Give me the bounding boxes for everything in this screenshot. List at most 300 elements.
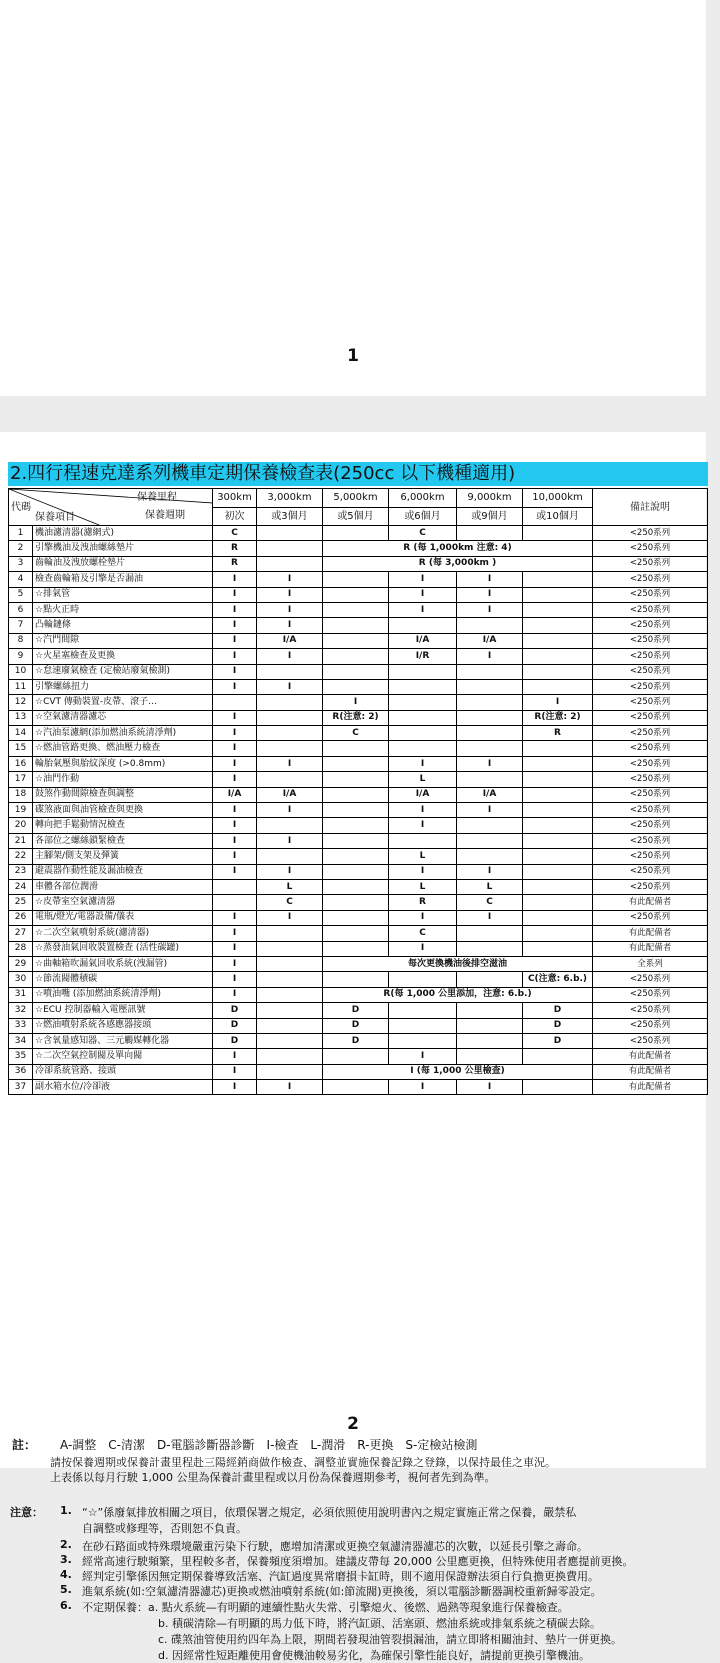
row-value: I — [523, 695, 593, 710]
row-code: 33 — [9, 1018, 33, 1033]
row-value — [389, 726, 457, 741]
table-row — [9, 1049, 708, 1064]
row-value: L — [257, 879, 323, 894]
row-value: I — [457, 587, 523, 602]
row-value — [257, 526, 323, 541]
row-value — [257, 710, 323, 725]
row-remark: <250系列 — [593, 787, 708, 802]
row-value — [257, 987, 323, 1002]
row-value: C(注意: 6.b.) — [523, 972, 593, 987]
row-item: ☆點火正時 — [33, 602, 213, 617]
row-remark: <250系列 — [593, 849, 708, 864]
row-value: I/A — [257, 633, 323, 648]
table-row — [9, 879, 708, 894]
row-remark: 全系列 — [593, 956, 708, 971]
row-item: ☆二次空氣控制閥及單向閥 — [33, 1049, 213, 1064]
row-value: I — [213, 756, 257, 771]
row-value — [323, 864, 389, 879]
row-value: I — [457, 649, 523, 664]
row-code: 16 — [9, 756, 33, 771]
header-km: 5,000km — [323, 489, 389, 508]
row-value — [523, 756, 593, 771]
table-row — [9, 818, 708, 833]
row-value — [257, 726, 323, 741]
row-item: 齒輪油及洩放螺栓墊片 — [33, 556, 213, 571]
table-row — [9, 803, 708, 818]
row-value — [257, 1033, 323, 1048]
table-row — [9, 572, 708, 587]
row-remark: <250系列 — [593, 710, 708, 725]
row-code: 15 — [9, 741, 33, 756]
row-value: L — [389, 849, 457, 864]
row-value: I — [213, 633, 257, 648]
row-value — [323, 772, 389, 787]
row-value — [457, 664, 523, 679]
row-value — [389, 741, 457, 756]
row-value: I — [389, 587, 457, 602]
row-value: I — [389, 803, 457, 818]
header-period-cell: 初次 — [213, 507, 257, 526]
table-row — [9, 741, 708, 756]
row-item: ☆汽門間隙 — [33, 633, 213, 648]
row-remark: <250系列 — [593, 741, 708, 756]
note-number: 5. — [60, 1583, 72, 1596]
row-value: D — [323, 1018, 389, 1033]
row-remark: 有此配備者 — [593, 941, 708, 956]
row-remark: <250系列 — [593, 587, 708, 602]
row-code: 32 — [9, 1003, 33, 1018]
row-value — [523, 633, 593, 648]
row-code: 35 — [9, 1049, 33, 1064]
row-code: 6 — [9, 602, 33, 617]
row-value: I — [257, 649, 323, 664]
row-value — [323, 741, 389, 756]
row-remark: <250系列 — [593, 772, 708, 787]
table-row — [9, 756, 708, 771]
row-value: I — [213, 710, 257, 725]
row-value — [389, 972, 457, 987]
row-value — [523, 679, 593, 694]
table-row — [9, 956, 708, 971]
row-value: I — [257, 803, 323, 818]
row-value — [257, 772, 323, 787]
table-row — [9, 772, 708, 787]
row-value: I/A — [457, 633, 523, 648]
row-value — [523, 772, 593, 787]
row-value — [457, 1018, 523, 1033]
row-value — [523, 879, 593, 894]
row-item: 轉向把手鬆動情況檢查 — [33, 818, 213, 833]
row-value: I — [213, 649, 257, 664]
row-code: 36 — [9, 1064, 33, 1079]
header-km: 6,000km — [389, 489, 457, 508]
row-code: 26 — [9, 910, 33, 925]
row-value — [457, 849, 523, 864]
row-value — [323, 803, 389, 818]
row-value — [323, 679, 389, 694]
row-value: I — [213, 987, 257, 1002]
row-value — [523, 787, 593, 802]
row-value — [257, 926, 323, 941]
row-value — [323, 587, 389, 602]
header-period-cell: 或10個月 — [523, 507, 593, 526]
row-item: 檢查齒輪箱及引擎是否漏油 — [33, 572, 213, 587]
notes-label: 注意： — [10, 1506, 43, 1519]
row-value: D — [523, 1033, 593, 1048]
row-value: I — [257, 679, 323, 694]
row-item: 碟煞液面與油管檢查與更換 — [33, 803, 213, 818]
row-value: C — [389, 926, 457, 941]
row-value — [523, 526, 593, 541]
note-text: b. 積碳清除—有明顯的馬力低下時，將汽缸頭、活塞頭、燃油系統或排氣系統之積碳去除。 — [158, 1617, 601, 1630]
row-value: I — [457, 1080, 523, 1095]
row-value: D — [213, 1003, 257, 1018]
row-remark: 有此配備者 — [593, 895, 708, 910]
header-code: 代碼 — [11, 502, 31, 513]
row-code: 22 — [9, 849, 33, 864]
row-code: 13 — [9, 710, 33, 725]
row-value — [323, 602, 389, 617]
row-value: I — [257, 602, 323, 617]
row-item: ☆燃油噴射系統各感應器接頭 — [33, 1018, 213, 1033]
row-value — [257, 541, 323, 556]
row-value — [523, 833, 593, 848]
row-value: I — [257, 756, 323, 771]
row-item: 各部位之螺絲鎖緊檢查 — [33, 833, 213, 848]
row-value — [457, 818, 523, 833]
legend-line: 請按保養週期或保養計畫里程赴三陽經銷商做作檢查、調整並實施保養記錄之登錄，以保持最佳之車況。 — [50, 1456, 556, 1469]
row-item: 凸輪鏈條 — [33, 618, 213, 633]
row-value — [213, 879, 257, 894]
row-value — [523, 587, 593, 602]
row-value — [389, 664, 457, 679]
row-value: I — [389, 756, 457, 771]
header-period-cell: 或5個月 — [323, 507, 389, 526]
row-value: C — [389, 526, 457, 541]
row-value — [523, 572, 593, 587]
row-remark: <250系列 — [593, 572, 708, 587]
row-item: ☆油門作動 — [33, 772, 213, 787]
table-row — [9, 1018, 708, 1033]
row-value — [389, 1018, 457, 1033]
table-row — [9, 987, 708, 1002]
row-remark: <250系列 — [593, 756, 708, 771]
row-value — [257, 818, 323, 833]
table-row — [9, 941, 708, 956]
row-value — [457, 526, 523, 541]
row-code: 23 — [9, 864, 33, 879]
row-value — [323, 633, 389, 648]
table-row — [9, 787, 708, 802]
row-value-merged: 每次更換機油後排空滋油 — [323, 956, 593, 971]
row-value: D — [213, 1018, 257, 1033]
row-value: I/A — [257, 787, 323, 802]
row-value — [323, 926, 389, 941]
legend-label: 註： — [12, 1438, 37, 1452]
row-value — [213, 895, 257, 910]
note-text: 在砂石路面或特殊環境嚴重污染下行駛，應增加清潔或更換空氣濾清器濾芯的次數，以延長引擎之壽命。 — [82, 1540, 588, 1553]
row-value — [323, 618, 389, 633]
row-value — [523, 803, 593, 818]
row-value: D — [323, 1003, 389, 1018]
row-value: I — [389, 941, 457, 956]
row-value: I — [389, 818, 457, 833]
row-value: I — [389, 1049, 457, 1064]
row-value — [457, 1003, 523, 1018]
row-item: 避震器作動性能及漏油檢查 — [33, 864, 213, 879]
row-remark: <250系列 — [593, 879, 708, 894]
row-value: I — [389, 602, 457, 617]
row-item: 引擎螺絲扭力 — [33, 679, 213, 694]
row-value — [323, 649, 389, 664]
header-period-cell: 或9個月 — [457, 507, 523, 526]
row-value: R(注意: 2) — [323, 710, 389, 725]
row-value — [457, 726, 523, 741]
row-value: I — [457, 910, 523, 925]
row-value: R(注意: 2) — [523, 710, 593, 725]
row-value: L — [389, 879, 457, 894]
row-value: I — [213, 803, 257, 818]
row-value: I — [213, 941, 257, 956]
row-code: 10 — [9, 664, 33, 679]
row-code: 37 — [9, 1080, 33, 1095]
table-row — [9, 556, 708, 571]
row-remark: <250系列 — [593, 864, 708, 879]
header-period-cell: 或6個月 — [389, 507, 457, 526]
row-remark: <250系列 — [593, 803, 708, 818]
row-item: 輪胎氣壓與胎紋深度 (>0.8mm) — [33, 756, 213, 771]
row-code: 27 — [9, 926, 33, 941]
row-remark: 有此配備者 — [593, 1064, 708, 1079]
legend-codes: A-調整 C-清潔 D-電腦診斷器診斷 I-檢查 L-潤滑 R-更換 S-定檢站檢測 — [60, 1438, 478, 1452]
row-code: 29 — [9, 956, 33, 971]
row-item: 鼓煞作動間隙檢查與調整 — [33, 787, 213, 802]
row-value: D — [323, 1033, 389, 1048]
table-row — [9, 710, 708, 725]
row-value — [323, 910, 389, 925]
table-title: 2.四行程速克達系列機車定期保養檢查表(250cc 以下機種適用) — [8, 462, 708, 486]
row-value: I — [213, 664, 257, 679]
row-value — [257, 695, 323, 710]
row-item: ☆排氣管 — [33, 587, 213, 602]
row-value: L — [389, 772, 457, 787]
row-value: I — [213, 910, 257, 925]
row-item: ☆ECU 控制器輸入電壓訊號 — [33, 1003, 213, 1018]
row-code: 1 — [9, 526, 33, 541]
row-value: I — [457, 602, 523, 617]
table-row — [9, 664, 708, 679]
row-value — [523, 895, 593, 910]
row-remark: <250系列 — [593, 910, 708, 925]
row-item: ☆曲軸箱吹漏氣回收系統(洩漏管) — [33, 956, 213, 971]
row-item: 引擎機油及洩油螺絲墊片 — [33, 541, 213, 556]
row-item: 主腳架/側支架及彈簧 — [33, 849, 213, 864]
row-value — [323, 941, 389, 956]
header-km: 3,000km — [257, 489, 323, 508]
row-value: I — [213, 618, 257, 633]
row-remark: <250系列 — [593, 695, 708, 710]
row-value: I — [457, 756, 523, 771]
row-value: R — [523, 726, 593, 741]
note-text: c. 碟煞油管使用約四年為上限，期間若發現油管裂損漏油，請立即將相關油封、墊片一併更換。 — [158, 1633, 623, 1646]
table-row — [9, 587, 708, 602]
note-text: 經判定引擎係因無定期保養導致活塞、汽缸過度異常磨損卡缸時，則不適用保證辦法須自行負擔更換費用。 — [82, 1570, 599, 1583]
row-value — [389, 618, 457, 633]
row-remark: <250系列 — [593, 726, 708, 741]
header-mileage: 保養里程 — [137, 492, 177, 503]
header-km: 9,000km — [457, 489, 523, 508]
row-item: ☆怠速廢氣檢查 (定檢站廢氣檢測) — [33, 664, 213, 679]
row-remark: 有此配備者 — [593, 1049, 708, 1064]
note-text: d. 因經常性短距離使用會使機油較易劣化，為確保引擎性能良好，請提前更換引擎機油。 — [158, 1649, 590, 1662]
row-value — [457, 1049, 523, 1064]
row-value — [457, 941, 523, 956]
row-remark: <250系列 — [593, 618, 708, 633]
row-remark: 有此配備者 — [593, 926, 708, 941]
row-value: C — [323, 726, 389, 741]
row-value — [213, 695, 257, 710]
note-text: “☆”係廢氣排放相關之項目，依環保署之規定，必須依照使用說明書內之規定實施正常之保養，嚴禁私 — [82, 1506, 577, 1519]
row-value: I — [213, 1080, 257, 1095]
row-remark: <250系列 — [593, 664, 708, 679]
row-remark: <250系列 — [593, 679, 708, 694]
table-row — [9, 526, 708, 541]
row-value: I — [257, 618, 323, 633]
row-value — [257, 556, 323, 571]
row-value: L — [457, 879, 523, 894]
row-value — [323, 572, 389, 587]
row-value: I — [257, 910, 323, 925]
row-value — [457, 772, 523, 787]
row-value — [257, 849, 323, 864]
row-value — [389, 695, 457, 710]
row-value — [457, 926, 523, 941]
note-text: 不定期保養：a. 點火系統—有明顯的連續性點火失常、引擎熄火、後燃、過熱等現象進行保養檢查。 — [82, 1601, 569, 1614]
note-number: 2. — [60, 1538, 72, 1551]
row-code: 4 — [9, 572, 33, 587]
row-value — [523, 1049, 593, 1064]
row-value: I/A — [389, 787, 457, 802]
table-row — [9, 726, 708, 741]
row-value — [523, 1080, 593, 1095]
row-value: I — [213, 864, 257, 879]
row-remark: 有此配備者 — [593, 1080, 708, 1095]
row-remark: <250系列 — [593, 1018, 708, 1033]
table-row — [9, 972, 708, 987]
row-value: I — [213, 833, 257, 848]
page-2 — [0, 432, 706, 1662]
table-row — [9, 541, 708, 556]
row-code: 17 — [9, 772, 33, 787]
row-value — [457, 1033, 523, 1048]
note-text: 經常高速行駛頻繁，里程較多者，保養頻度須增加。建議皮帶每 20,000 公里應更換，但特殊使用者應提前更換。 — [82, 1555, 634, 1568]
row-value — [457, 679, 523, 694]
row-remark: <250系列 — [593, 987, 708, 1002]
table-row — [9, 864, 708, 879]
row-value — [323, 756, 389, 771]
row-value: I — [213, 741, 257, 756]
row-item: ☆CVT 傳動裝置-皮帶、滾子… — [33, 695, 213, 710]
row-value: C — [257, 895, 323, 910]
row-code: 3 — [9, 556, 33, 571]
row-item: 副水箱水位/冷卻液 — [33, 1080, 213, 1095]
row-item: ☆皮帶室空氣濾清器 — [33, 895, 213, 910]
row-item: ☆汽油泵濾網(添加燃油系統清淨劑) — [33, 726, 213, 741]
row-value — [389, 710, 457, 725]
row-value — [257, 1049, 323, 1064]
row-value — [523, 818, 593, 833]
row-code: 5 — [9, 587, 33, 602]
note-text: 進氣系統(如:空氣濾清器濾芯)更換或燃油噴射系統(如:節流閥)更換後，須以電腦診斷器調校重新歸零設定。 — [82, 1585, 602, 1598]
note-number: 4. — [60, 1568, 72, 1581]
row-value: I/A — [213, 787, 257, 802]
row-value: R — [213, 541, 257, 556]
row-code: 21 — [9, 833, 33, 848]
row-value — [523, 926, 593, 941]
row-value — [457, 833, 523, 848]
row-value — [389, 833, 457, 848]
row-code: 9 — [9, 649, 33, 664]
row-value — [523, 910, 593, 925]
row-value: I — [457, 572, 523, 587]
row-item: ☆二次空氣噴射系統(濾清器) — [33, 926, 213, 941]
row-remark: <250系列 — [593, 1033, 708, 1048]
note-number: 3. — [60, 1553, 72, 1566]
row-item: ☆燃油管路更換、燃油壓力檢查 — [33, 741, 213, 756]
row-value — [257, 1018, 323, 1033]
row-value: I/A — [389, 633, 457, 648]
row-code: 25 — [9, 895, 33, 910]
table-row — [9, 1033, 708, 1048]
row-item: 電瓶/燈光/電器設備/儀表 — [33, 910, 213, 925]
row-code: 11 — [9, 679, 33, 694]
row-value — [323, 818, 389, 833]
legend — [12, 1436, 478, 1453]
row-value: I — [457, 803, 523, 818]
table-row — [9, 633, 708, 648]
row-item: ☆空氣濾清器濾芯 — [33, 710, 213, 725]
row-value: I — [213, 587, 257, 602]
row-value: I — [213, 602, 257, 617]
row-remark: <250系列 — [593, 818, 708, 833]
row-remark: <250系列 — [593, 541, 708, 556]
row-value — [457, 618, 523, 633]
row-value — [323, 972, 389, 987]
row-remark: <250系列 — [593, 556, 708, 571]
row-value — [257, 941, 323, 956]
row-value: R — [389, 895, 457, 910]
table-row — [9, 895, 708, 910]
row-value: I — [257, 1080, 323, 1095]
row-value: I — [389, 910, 457, 925]
row-value: D — [523, 1018, 593, 1033]
row-value — [257, 741, 323, 756]
row-value: C — [213, 526, 257, 541]
table-row — [9, 649, 708, 664]
page-number: 2 — [347, 1414, 359, 1434]
row-value — [257, 972, 323, 987]
row-value-merged: R (每 1,000km 注意: 4) — [323, 541, 593, 556]
row-remark: <250系列 — [593, 602, 708, 617]
header-period-cell: 或3個月 — [257, 507, 323, 526]
row-value: I/A — [457, 787, 523, 802]
row-code: 12 — [9, 695, 33, 710]
row-remark: <250系列 — [593, 833, 708, 848]
row-value: I — [213, 1049, 257, 1064]
row-value — [323, 1049, 389, 1064]
row-value — [389, 1033, 457, 1048]
row-value: C — [457, 895, 523, 910]
